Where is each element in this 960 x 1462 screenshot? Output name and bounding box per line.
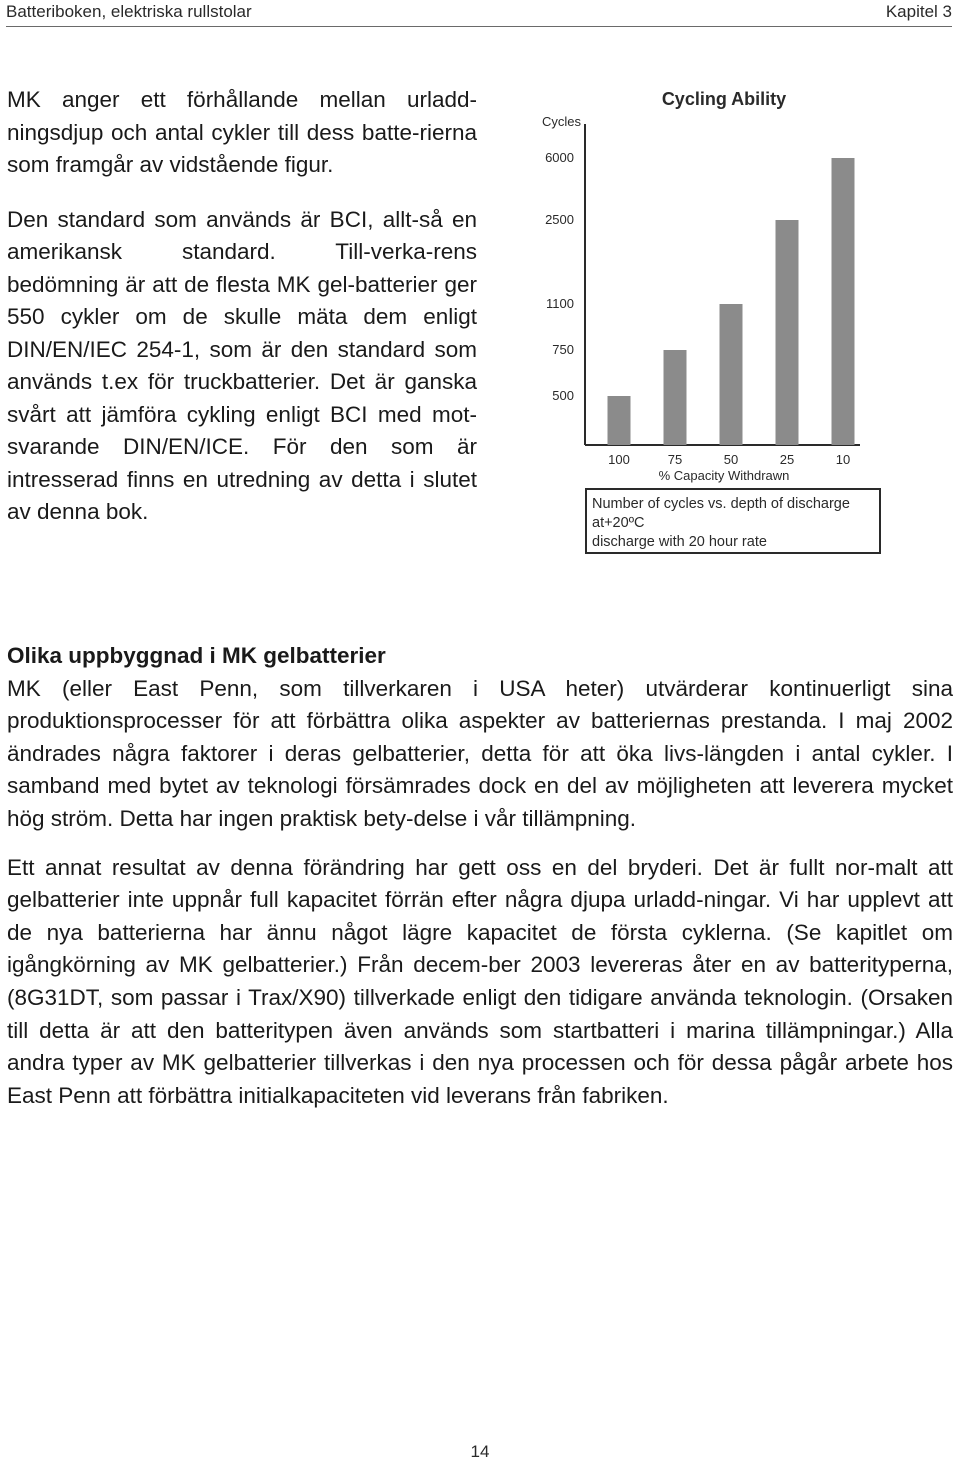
section-heading: Olika uppbyggnad i MK gelbatterier [7, 643, 386, 668]
caption-line-3: discharge with 20 hour rate [592, 534, 767, 550]
x-tick-label: 100 [608, 452, 630, 467]
chart-title: Cycling Ability [661, 89, 787, 109]
y-tick-label: 2500 [545, 212, 574, 227]
y-tick-label: 6000 [545, 150, 574, 165]
y-tick-label: 500 [552, 388, 574, 403]
section-mk-gel [7, 640, 953, 1112]
x-tick-label: 25 [779, 452, 795, 467]
section-paragraph-1: MK (eller East Penn, som tillverkaren i USA heter) utvärderar kontinuerligt sina produktionsprocesser för att förbättra olika aspekter av batteriernas prestanda. I maj 2002 ändrades några faktorer i deras gelbatterier, detta för att öka livs-längden i antal cykler. I samband med bytet av teknologi försämrades dock en del av möjligheten att leverera mycket hög ström. Detta har ingen praktisk bety-delse i vår tillämpning. [7, 675, 953, 831]
header-chapter: Kapitel 3 [885, 2, 952, 21]
bar-75 [664, 350, 687, 445]
caption-line-2: at+20ºC [592, 515, 645, 531]
chart-canvas [538, 84, 882, 556]
y-tick-label: 1100 [546, 296, 574, 311]
bar-50 [720, 304, 743, 445]
intro-paragraph-1: MK anger ett förhållande mellan urladd-ningsdjup och antal cykler till dess batte-rierna som framgår av vidstående figur. [7, 87, 477, 177]
section-paragraph-2: Ett annat resultat av denna förändring har gett oss en del bryderi. Det är fullt nor-malt att gelbatterier inte uppnår full kapacitet förrän efter några djupa urladd-ningar. Vi har upplevt att de nya batterierna har ännu något lägre kapacitet de första cyklerna. (Se kapitlet om igångkörning av MK gelbatterier.) Från decem-ber 2003 levereras åter en av batterityperna, (8G31DT, som passar i Trax/X90) tillverkade enligt den tidigare använda teknologin. (Orsaken till detta är att den batteritypen även används som startbatteri i marina tillämpningar.) Alla andra typer av MK gelbatterier tillverkas i den nya processen och för dessa pågår arbete hos East Penn att förbättra initialkapaciteten vid leverans från fabriken. [7, 854, 953, 1108]
cycling-ability-chart [538, 84, 882, 556]
chart-xlabel: % Capacity Withdrawn [658, 468, 790, 483]
chart-ylabel: Cycles [542, 114, 582, 129]
y-tick-label: 750 [552, 342, 574, 357]
bar-100 [608, 396, 631, 445]
page-number: 14 [470, 1442, 490, 1461]
intro-text [7, 84, 477, 529]
header-book-title: Batteriboken, elektriska rullstolar [6, 2, 252, 21]
bar-25 [776, 220, 799, 445]
x-tick-label: 10 [835, 452, 851, 467]
bar-10 [832, 158, 855, 445]
caption-line-1: Number of cycles vs. depth of discharge [592, 496, 850, 512]
running-header [6, 0, 952, 27]
x-tick-label: 75 [667, 452, 683, 467]
intro-paragraph-2: Den standard som används är BCI, allt-så en amerikansk standard. Till-verka-rens bedömning är att de flesta MK gel-batterier ger 550 cykler om de skulle mäta dem enligt DIN/EN/IEC 254-1, som är den standard som används t.ex för truckbatterier. Det är ganska svårt att jämföra cykling enligt BCI med mot-svarande DIN/EN/ICE. För den som är intresserad finns en utredning av detta i slutet av denna bok. [7, 206, 477, 524]
x-tick-label: 50 [723, 452, 739, 467]
